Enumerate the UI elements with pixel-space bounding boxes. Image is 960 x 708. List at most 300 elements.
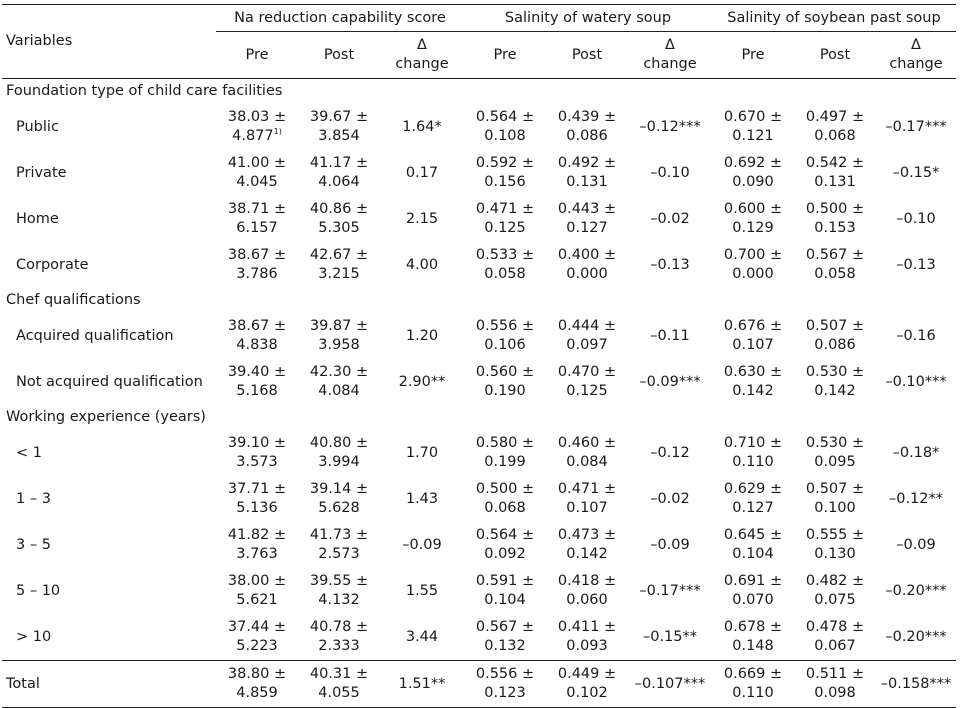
value-line1: 38.03 ± (227, 109, 287, 125)
value-line1: –0.12 (650, 444, 690, 461)
value-line1: 0.497 ± (805, 109, 865, 125)
value-cell (464, 359, 546, 405)
section-title: Chef qualifications (6, 292, 141, 308)
value-line2: 0.125 (566, 383, 608, 399)
value-line2: 0.068 (484, 500, 526, 516)
value-line1: –0.15* (892, 164, 940, 181)
value-cell (380, 359, 464, 405)
value-line2: 3.786 (236, 266, 278, 282)
value-line2: 0.110 (732, 454, 774, 470)
value-line1: 0.418 ± (557, 573, 617, 589)
value-cell (628, 104, 712, 150)
value-line2: 0.121 (732, 128, 774, 144)
value-cell (298, 313, 380, 359)
total-row (2, 661, 956, 708)
value-cell (216, 359, 298, 405)
row-label: 1 – 3 (16, 490, 51, 507)
value-line1: 4.00 (405, 256, 439, 273)
value-cell (216, 661, 298, 708)
value-cell (546, 196, 628, 242)
value-line2: 3.854 (318, 128, 360, 144)
value-line2: 0.000 (566, 266, 608, 282)
value-cell (216, 568, 298, 614)
value-cell (380, 313, 464, 359)
value-line1: 0.533 ± (475, 247, 535, 263)
value-line1: 38.67 ± (227, 318, 287, 334)
value-cell (298, 661, 380, 708)
value-line1: 0.492 ± (557, 155, 617, 171)
value-cell (628, 196, 712, 242)
value-line1: 38.00 ± (227, 573, 287, 589)
value-line1: 0.567 ± (805, 247, 865, 263)
value-line1: 0.471 ± (475, 201, 535, 217)
variables-header: Variables (2, 5, 216, 79)
value-line1: 39.10 ± (227, 435, 287, 451)
subheader-cell (380, 32, 464, 79)
value-line2: 0.110 (732, 685, 774, 701)
value-cell (876, 242, 956, 288)
value-cell (546, 476, 628, 522)
value-line2: 4.132 (318, 592, 360, 608)
value-cell (298, 359, 380, 405)
value-line1: 38.80 ± (227, 666, 287, 682)
table-row (2, 196, 956, 242)
value-line2: 3.994 (318, 454, 360, 470)
value-cell (794, 196, 876, 242)
value-line2: 0.123 (484, 685, 526, 701)
value-line1: –0.10 (896, 210, 936, 227)
value-cell (380, 522, 464, 568)
row-label: 3 – 5 (16, 536, 51, 553)
value-line2: 0.107 (732, 337, 774, 353)
value-line1: 0.473 ± (557, 527, 617, 543)
value-line1: 0.555 ± (805, 527, 865, 543)
value-cell (298, 150, 380, 196)
value-line2: 0.086 (814, 337, 856, 353)
value-line2: 0.132 (484, 638, 526, 654)
value-line2: 0.107 (566, 500, 608, 516)
value-line1: 0.630 ± (723, 364, 783, 380)
value-line1: –0.158*** (880, 675, 952, 692)
value-line2: 0.058 (814, 266, 856, 282)
value-cell (216, 242, 298, 288)
value-line1: 0.560 ± (475, 364, 535, 380)
value-line1: 0.444 ± (557, 318, 617, 334)
value-line1: 0.669 ± (723, 666, 783, 682)
value-line1: 0.564 ± (475, 527, 535, 543)
value-line1: 39.67 ± (309, 109, 369, 125)
value-line1: –0.02 (650, 210, 690, 227)
table-row (2, 614, 956, 661)
value-line1: 0.478 ± (805, 619, 865, 635)
value-line1: 37.71 ± (227, 481, 287, 497)
group-header-soybean-soup: Salinity of soybean past soup (712, 5, 956, 32)
value-line1: 0.676 ± (723, 318, 783, 334)
value-line1: 0.449 ± (557, 666, 617, 682)
results-table (2, 4, 956, 708)
value-line1: 1.51** (398, 675, 446, 692)
value-cell (216, 150, 298, 196)
value-cell (876, 568, 956, 614)
section-title: Working experience (years) (6, 409, 206, 425)
value-cell (546, 242, 628, 288)
value-line2: 4.055 (318, 685, 360, 701)
group-header-watery-soup: Salinity of watery soup (464, 5, 712, 32)
value-cell (628, 614, 712, 661)
value-line1: 40.80 ± (309, 435, 369, 451)
value-cell (712, 430, 794, 476)
subheader-line1: Δ (417, 37, 427, 53)
value-line2: 0.102 (566, 685, 608, 701)
value-cell (794, 242, 876, 288)
value-cell (546, 313, 628, 359)
subheader-line2: change (395, 56, 449, 72)
value-line1: 0.700 ± (723, 247, 783, 263)
value-cell (464, 430, 546, 476)
value-cell (298, 568, 380, 614)
value-line2: 0.142 (814, 383, 856, 399)
value-cell (628, 150, 712, 196)
value-cell (876, 430, 956, 476)
table-row (2, 313, 956, 359)
value-line1: 38.71 ± (227, 201, 287, 217)
value-line2: 2.573 (318, 546, 360, 562)
value-cell (464, 242, 546, 288)
value-line1: 37.44 ± (227, 619, 287, 635)
value-line1: 0.567 ± (475, 619, 535, 635)
value-line1: 0.507 ± (805, 318, 865, 334)
subheader-line2: change (643, 56, 697, 72)
value-line2: 0.068 (814, 128, 856, 144)
value-line1: 2.15 (405, 210, 439, 227)
table-row (2, 476, 956, 522)
value-line1: 1.43 (405, 490, 439, 507)
value-line2: 5.305 (318, 220, 360, 236)
value-line1: –0.18* (892, 444, 940, 461)
value-line1: 3.44 (405, 628, 439, 645)
value-line2: 0.127 (732, 500, 774, 516)
value-cell (546, 150, 628, 196)
value-cell (464, 568, 546, 614)
value-cell (380, 568, 464, 614)
value-cell (216, 430, 298, 476)
value-cell (876, 150, 956, 196)
value-cell (628, 661, 712, 708)
value-line2: 2.333 (318, 638, 360, 654)
subheader-cell (298, 32, 380, 79)
value-line2: 0.129 (732, 220, 774, 236)
table-body (2, 79, 956, 708)
value-line1: 41.00 ± (227, 155, 287, 171)
value-cell (876, 359, 956, 405)
subheader-cell (216, 32, 298, 79)
value-line1: 39.55 ± (309, 573, 369, 589)
value-cell (380, 614, 464, 661)
value-line2: 0.131 (814, 174, 856, 190)
value-line2: 0.090 (732, 174, 774, 190)
value-cell (380, 104, 464, 150)
value-line2: 4.064 (318, 174, 360, 190)
table-row (2, 359, 956, 405)
value-line2: 0.190 (484, 383, 526, 399)
value-cell (380, 661, 464, 708)
value-cell (298, 522, 380, 568)
value-line1: 42.30 ± (309, 364, 369, 380)
value-cell (876, 313, 956, 359)
value-line2: 0.086 (566, 128, 608, 144)
value-cell (298, 476, 380, 522)
value-line1: 0.692 ± (723, 155, 783, 171)
row-label: Corporate (16, 256, 89, 273)
value-line1: 0.691 ± (723, 573, 783, 589)
value-cell (876, 476, 956, 522)
value-line2: 0.130 (814, 546, 856, 562)
value-line1: 39.87 ± (309, 318, 369, 334)
value-cell (712, 614, 794, 661)
value-line2: 0.142 (566, 546, 608, 562)
value-cell (876, 196, 956, 242)
value-cell (464, 476, 546, 522)
value-line1: 0.580 ± (475, 435, 535, 451)
value-cell (794, 150, 876, 196)
section-row (2, 79, 956, 105)
value-cell (216, 196, 298, 242)
value-line1: –0.17*** (885, 118, 947, 135)
value-line1: –0.12*** (639, 118, 701, 135)
value-line1: 0.530 ± (805, 435, 865, 451)
value-line1: 0.710 ± (723, 435, 783, 451)
value-line1: 39.40 ± (227, 364, 287, 380)
value-line1: –0.11 (650, 327, 690, 344)
value-cell (712, 196, 794, 242)
value-cell (298, 196, 380, 242)
value-line1: 0.600 ± (723, 201, 783, 217)
section-title: Foundation type of child care facilities (6, 83, 283, 99)
value-cell (464, 313, 546, 359)
value-line1: 0.678 ± (723, 619, 783, 635)
row-label: Public (16, 118, 59, 135)
value-line1: 0.556 ± (475, 318, 535, 334)
value-cell (794, 104, 876, 150)
value-line1: 41.17 ± (309, 155, 369, 171)
value-cell (546, 614, 628, 661)
value-line1: 40.31 ± (309, 666, 369, 682)
value-line1: –0.13 (650, 256, 690, 273)
value-line2: 0.106 (484, 337, 526, 353)
value-cell (298, 614, 380, 661)
table-row (2, 430, 956, 476)
value-line1: –0.20*** (885, 582, 947, 599)
value-line2: 3.763 (236, 546, 278, 562)
value-cell (216, 476, 298, 522)
value-line1: –0.20*** (885, 628, 947, 645)
value-line1: –0.09 (650, 536, 690, 553)
value-line2: 3.958 (318, 337, 360, 353)
value-cell (794, 476, 876, 522)
subheader-cell (876, 32, 956, 79)
subheader-line1: Post (819, 46, 851, 63)
row-label: Total (2, 661, 216, 708)
value-line1: 0.482 ± (805, 573, 865, 589)
value-cell (380, 196, 464, 242)
subheader-line1: Δ (911, 37, 921, 53)
value-cell (712, 242, 794, 288)
value-cell (216, 522, 298, 568)
value-line2: 0.104 (484, 592, 526, 608)
value-line2: 0.104 (732, 546, 774, 562)
value-cell (794, 430, 876, 476)
value-cell (794, 313, 876, 359)
table-row (2, 568, 956, 614)
value-line1: 42.67 ± (309, 247, 369, 263)
value-line2: 0.125 (484, 220, 526, 236)
value-line1: –0.10 (650, 164, 690, 181)
value-line1: 0.17 (405, 164, 439, 181)
section-row (2, 405, 956, 430)
value-line2: 0.100 (814, 500, 856, 516)
value-line1: –0.16 (896, 327, 936, 344)
value-line2: 4.045 (236, 174, 278, 190)
value-line1: 0.500 ± (805, 201, 865, 217)
value-cell (298, 430, 380, 476)
value-cell (380, 476, 464, 522)
value-line2: 5.136 (236, 500, 278, 516)
value-cell (794, 522, 876, 568)
value-cell (794, 359, 876, 405)
value-line1: 0.592 ± (475, 155, 535, 171)
value-line2: 4.838 (236, 337, 278, 353)
value-line1: –0.09 (896, 536, 936, 553)
value-line1: 0.556 ± (475, 666, 535, 682)
value-line1: –0.107*** (634, 675, 706, 692)
value-line2: 0.095 (814, 454, 856, 470)
value-cell (380, 242, 464, 288)
subheader-line1: Pre (741, 46, 765, 63)
row-label: Home (16, 210, 59, 227)
row-label: < 1 (16, 444, 42, 461)
subheader-cell (712, 32, 794, 79)
value-line1: –0.02 (650, 490, 690, 507)
value-cell (712, 661, 794, 708)
value-line2: 0.131 (566, 174, 608, 190)
value-line2: 0.199 (484, 454, 526, 470)
value-line1: 0.471 ± (557, 481, 617, 497)
value-line1: –0.12** (888, 490, 944, 507)
value-line2: 0.097 (566, 337, 608, 353)
value-line2: 0.142 (732, 383, 774, 399)
value-cell (628, 313, 712, 359)
subheader-line2: change (889, 56, 943, 72)
row-label: Not acquired qualification (16, 373, 203, 390)
value-line2: 5.621 (236, 592, 278, 608)
value-cell (628, 242, 712, 288)
subheader-cell (546, 32, 628, 79)
value-line2: 5.628 (318, 500, 360, 516)
value-line1: 2.90** (398, 373, 446, 390)
section-row (2, 288, 956, 313)
subheader-line1: Post (571, 46, 603, 63)
table-row (2, 150, 956, 196)
value-line2: 0.093 (566, 638, 608, 654)
value-cell (876, 661, 956, 708)
value-line2: 0.092 (484, 546, 526, 562)
value-cell (876, 104, 956, 150)
value-line2: 4.859 (236, 685, 278, 701)
value-cell (712, 150, 794, 196)
value-cell (794, 614, 876, 661)
value-line1: 0.411 ± (557, 619, 617, 635)
value-line1: 41.82 ± (227, 527, 287, 543)
value-line2: 6.157 (236, 220, 278, 236)
value-line1: 0.470 ± (557, 364, 617, 380)
value-line2: 0.156 (484, 174, 526, 190)
row-label: Private (16, 164, 67, 181)
value-cell (464, 661, 546, 708)
value-cell (712, 359, 794, 405)
value-line1: 39.14 ± (309, 481, 369, 497)
value-cell (712, 568, 794, 614)
subheader-cell (794, 32, 876, 79)
value-line1: 38.67 ± (227, 247, 287, 263)
value-line1: –0.17*** (639, 582, 701, 599)
footnote-marker: 1) (273, 127, 282, 137)
value-line1: 0.564 ± (475, 109, 535, 125)
value-cell (628, 430, 712, 476)
value-cell (464, 614, 546, 661)
subheader-cell (464, 32, 546, 79)
value-cell (546, 359, 628, 405)
subheader-line1: Pre (493, 46, 517, 63)
value-line1: 0.542 ± (805, 155, 865, 171)
value-line1: 0.443 ± (557, 201, 617, 217)
value-cell (298, 104, 380, 150)
value-cell (628, 476, 712, 522)
value-line2: 0.070 (732, 592, 774, 608)
value-cell (712, 476, 794, 522)
value-line1: –0.10*** (885, 373, 947, 390)
value-line1: 0.500 ± (475, 481, 535, 497)
value-line2: 0.000 (732, 266, 774, 282)
table-row (2, 242, 956, 288)
value-line1: 0.670 ± (723, 109, 783, 125)
value-cell (794, 568, 876, 614)
row-label: 5 – 10 (16, 582, 61, 599)
value-line1: 0.629 ± (723, 481, 783, 497)
value-cell (380, 430, 464, 476)
value-line1: 1.20 (405, 327, 439, 344)
value-cell (464, 196, 546, 242)
value-cell (546, 430, 628, 476)
row-label: Acquired qualification (16, 327, 174, 344)
value-line1: 0.400 ± (557, 247, 617, 263)
value-cell (216, 614, 298, 661)
value-line1: 0.507 ± (805, 481, 865, 497)
value-cell (628, 359, 712, 405)
subheader-line1: Pre (245, 46, 269, 63)
value-line2: 5.168 (236, 383, 278, 399)
value-line2: 0.098 (814, 685, 856, 701)
value-line1: 0.530 ± (805, 364, 865, 380)
value-cell (216, 313, 298, 359)
value-cell (464, 522, 546, 568)
value-line2: 0.148 (732, 638, 774, 654)
value-line1: 1.55 (405, 582, 439, 599)
table-row (2, 104, 956, 150)
value-line1: 0.439 ± (557, 109, 617, 125)
value-cell (712, 313, 794, 359)
value-line2: 5.223 (236, 638, 278, 654)
value-cell (546, 661, 628, 708)
